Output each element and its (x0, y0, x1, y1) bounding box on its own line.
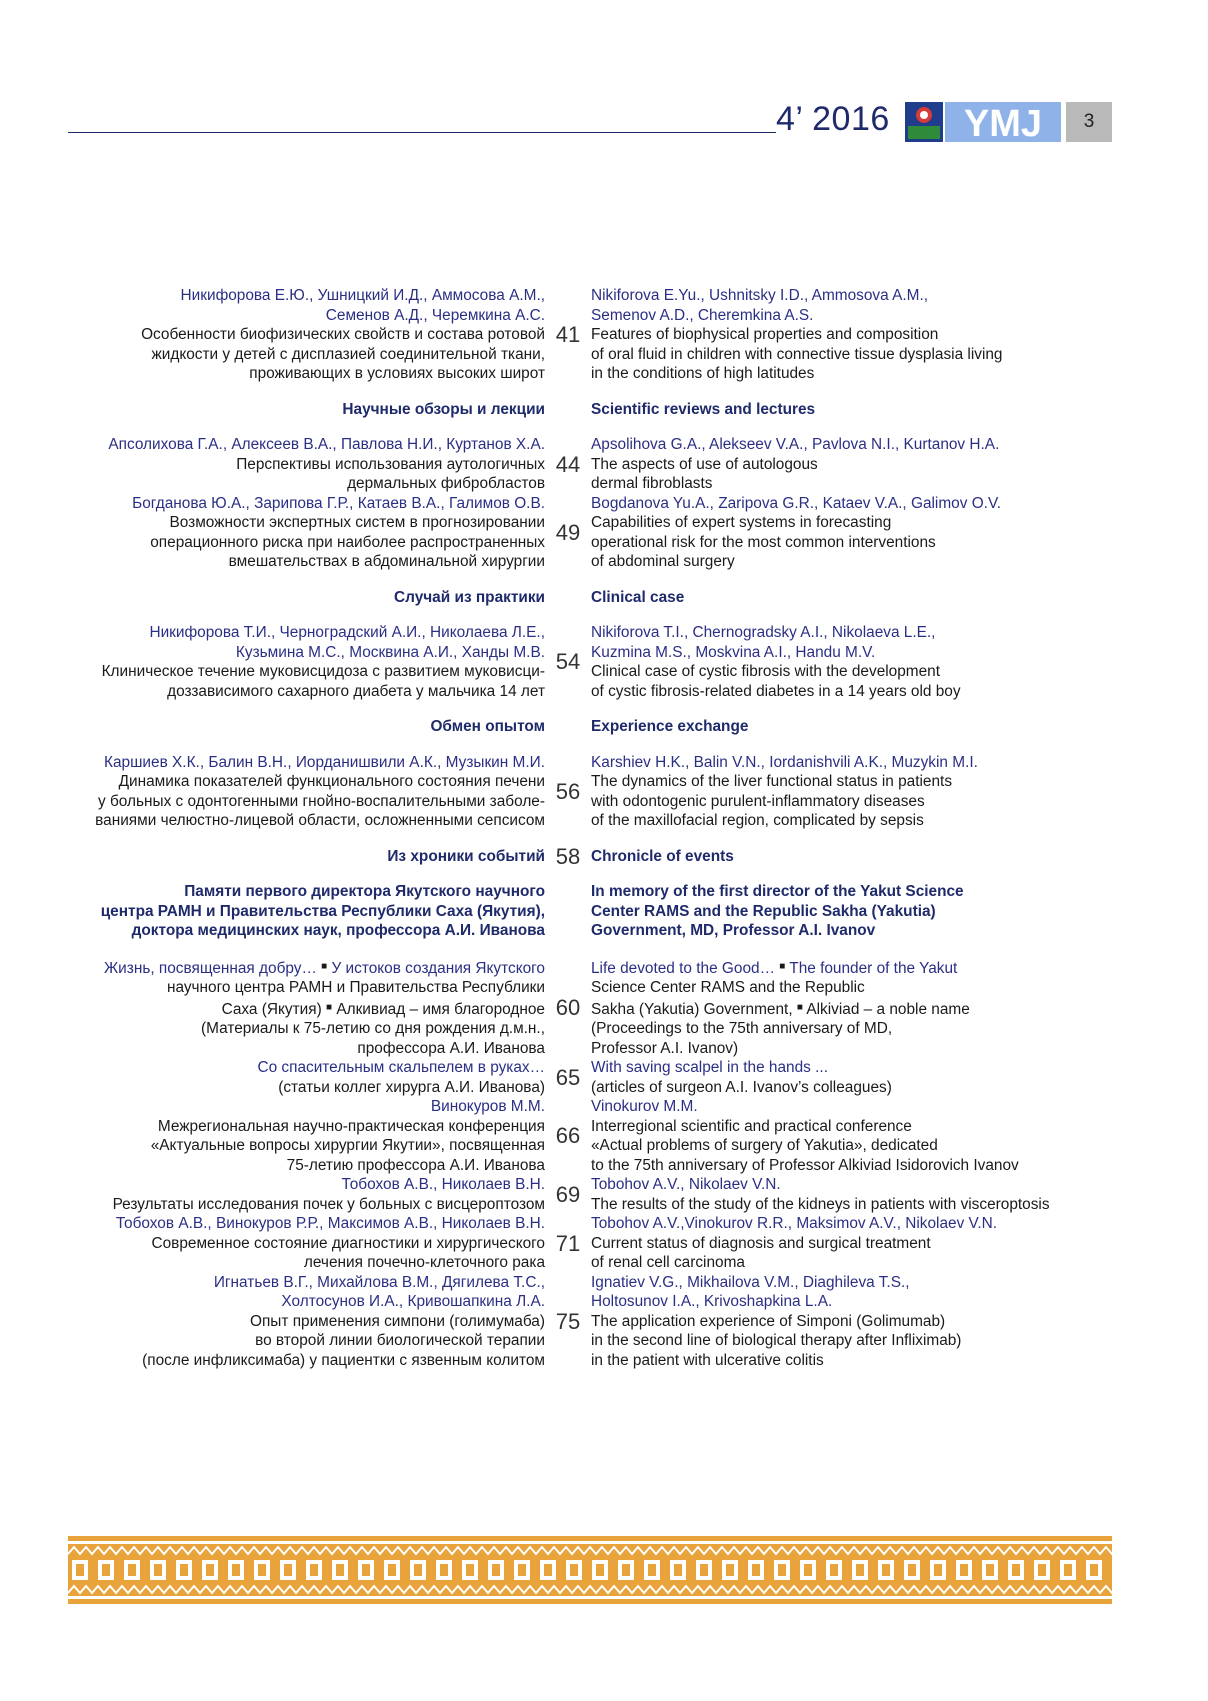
section-heading: Из хроники событий 58 Chronicle of events (387, 843, 734, 869)
bullet-icon: ■ (321, 960, 328, 972)
table-of-contents (0, 286, 1208, 1370)
toc-entry: Богданова Ю.А., Зарипова Г.Р., Катаев В.А., Галимов О.В. Возможности экспертных систем в прогнозировании операционного риска при наиболее распространенных вмешательствах в абдоминальной хирургии 49 Bogdanova Yu.A., Zaripova G.R., Kataev V.A., Galimov O.V. Capabilities of expert systems in forecasting operational risk for the most common interventions of abdominal surgery (132, 494, 1002, 570)
section-heading: Научные обзоры и лекции Scientific reviews and lectures (342, 400, 816, 418)
page-ref: 69 (555, 1181, 581, 1207)
page-ref: 49 (555, 519, 581, 545)
section-heading: Обмен опытом Experience exchange (430, 718, 749, 735)
toc-entry: Никифорова Е.Ю., Ушницкий И.Д., Аммосова А.М., Семенов А.Д., Черемкина А.С. Особенности биофизических свойств и состава ротовой жидкости у детей с дисплазией соединительной ткани, проживающих в условиях высоких широт 41 Nikiforova E.Yu., Ushnitsky I.D., Ammosova A.M., Semenov A.D., Cheremkina A.S. Features of biophysical properties and composition of oral fluid in children with connective tissue dysplasia living in the conditions of high latitudes (141, 287, 1003, 382)
journal-logo (905, 102, 1061, 142)
bullet-icon: ■ (779, 960, 786, 972)
page-ref: 54 (555, 649, 581, 675)
toc-entry: Апсолихова Г.А., Алексеев В.А., Павлова Н.И., Куртанов Х.А. Перспективы использования аутологичных дермальных фибробластов 44 Apsolihova G.A., Alekseev V.A., Pavlova N.I., Kurtanov H.A. The aspects of use of autologous dermal fibroblasts (108, 436, 1000, 492)
issue-number: 4’ 2016 (776, 100, 890, 138)
page-ref: 75 (555, 1308, 581, 1334)
memorial-heading: Памяти первого директора Якутского научного центра РАМН и Правительства Республики Саха (Якутия), доктора медицинских наук, профессора А.И. Иванова In memory of the first director of the Yakut Science Center RAMS and the Republic Sakha (Yakutia) Government, MD, Professor A.I. Ivanov (100, 883, 964, 939)
header-rule (68, 132, 776, 133)
page-number-badge: 3 (1066, 102, 1112, 142)
bullet-icon: ■ (796, 1001, 803, 1013)
page-ref: 41 (555, 322, 581, 347)
page-ref: 60 (555, 994, 581, 1020)
toc-entry: Никифорова Т.И., Черноградский А.И., Николаева Л.Е., Кузьмина М.С., Москвина А.И., Ханды М.В. Клиническое течение муковисцидоза с развитием муковисци- доззависимого сахарного диабета у мальчика 14 лет 54 Nikiforova T.I., Chernogradsky A.I., Nikolaeva L.E., Kuzmina M.S., Moskvina A.I., Handu M.V. Clinical case of cystic fibrosis with the development of cystic fibrosis-related diabetes in a 14 years old boy (101, 624, 961, 700)
page-ref: 71 (555, 1230, 581, 1256)
toc-entry: Со спасительным скальпелем в руках… (статьи коллег хирурга А.И. Иванова) 65 With saving scalpel in the hands ... (articles of surgeon A.I. Ivanov’s colleagues) (257, 1059, 892, 1096)
toc-entry: Жизнь, посвященная добру… ■ У истоков создания Якутского научного центра РАМН и Правительства Республики Саха (Якутия) ■ Алкивиад – имя благородное (Материалы к 75-летию со дня рождения д.м.н., профессора А.И. Иванова 60 Life devoted to the Good… ■ The founder of the Yakut Science Center RAMS and the Republic Sakha (Yakutia) Government, ■ Alkiviad – a noble name (Proceedings to the 75th anniversary of MD, Professor A.I. Ivanov) (103, 959, 970, 1057)
toc-entry: Винокуров М.М. Межрегиональная научно-практическая конференция «Актуальные вопросы хирургии Якутии», посвященная 75-летию профессора А.И. Иванова 66 Vinokurov M.M. Interregional scientific and practical conference «Actual problems of surgery of Yakutia», dedicated to the 75th anniversary of Professor Alkiviad Isidorovich Ivanov (150, 1098, 1019, 1174)
page-ref: 66 (555, 1123, 581, 1149)
page-ref: 56 (555, 778, 581, 804)
toc-entry: Каршиев Х.К., Балин В.Н., Иорданишвили А.К., Музыкин М.И. Динамика показателей функционального состояния печени у больных с одонтогенными гнойно-воспалительными заболе- ваниями челюстно-лицевой области, осложненными сепсисом 56 Karshiev H.K., Balin V.N., Iordanishvili A.K., Muzykin M.I. The dynamics of the liver functional status in patients with odontogenic purulent-inflammatory diseases of the maxillofacial region, complicated by sepsis (95, 753, 978, 829)
svg-text:YMJ: YMJ (963, 103, 1043, 142)
page-ref: 65 (555, 1064, 581, 1090)
bullet-icon: ■ (326, 1001, 333, 1013)
page-ref: 58 (555, 843, 581, 869)
ornament-border (68, 1536, 1112, 1604)
page-ref: 44 (555, 451, 581, 477)
toc-entry: Тобохов А.В., Николаев В.Н. Результаты исследования почек у больных с висцероптозом 69 Tobohov A.V., Nikolaev V.N. The results of the study of the kidneys in patients with visceroptosis (112, 1176, 1050, 1213)
section-heading: Случай из практики Clinical case (394, 588, 685, 606)
toc-entry: Тобохов А.В., Винокуров Р.Р., Максимов А.В., Николаев В.Н. Современное состояние диагностики и хирургического лечения почечно-клеточного рака 71 Tobohov A.V.,Vinokurov R.R., Maksimov A.V., Nikolaev V.N. Current status of diagnosis and surgical treatment of renal cell carcinoma (115, 1215, 998, 1271)
toc-entry: Игнатьев В.Г., Михайлова В.М., Дягилева Т.С., Холтосунов И.А., Кривошапкина Л.А. Опыт применения симпони (голимумаба) во второй линии биологической терапии (после инфликсимаба) у пациентки с язвенным колитом 75 Ignatiev V.G., Mikhailova V.M., Diaghileva T.S., Holtosunov I.A., Krivoshapkina L.A. The application experience of Simponi (Golimumab) in the second line of biological therapy after Infliximab) in the patient with ulcerative colitis (142, 1273, 962, 1369)
